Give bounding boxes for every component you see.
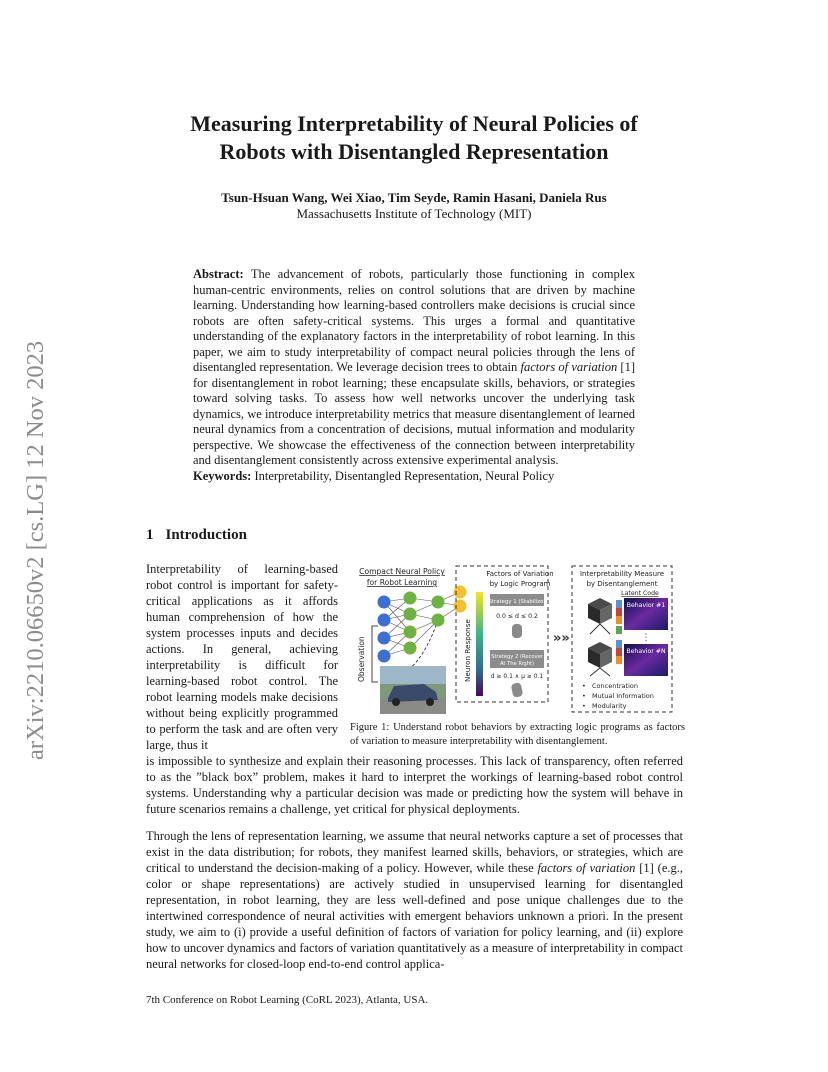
latent-code-strip	[616, 600, 622, 664]
keywords-label: Keywords:	[193, 468, 252, 483]
panel3-title-2: by Disentanglement	[586, 580, 658, 588]
input-node	[378, 614, 391, 627]
title-line-1: Measuring Interpretability of Neural Policies of	[190, 111, 638, 136]
latent-cube-icon	[588, 642, 612, 668]
ellipsis-icon: ⋮	[641, 633, 651, 643]
hidden-node	[432, 614, 445, 627]
network-nodes	[378, 586, 467, 663]
behavior1-label: Behavior #1	[626, 602, 666, 609]
bullet-mutual-information: Mutual Information	[592, 692, 654, 700]
latent-code-label: Latent Code	[621, 590, 659, 597]
arxiv-id: arXiv:2210.06650v2 [cs.LG] 12 Nov 2023	[22, 340, 49, 760]
strategy2-condition: d ≥ 0.1 ∧ μ ≥ 0.1	[490, 673, 544, 680]
panel2-title-1: Factors of Variation	[486, 570, 554, 578]
keywords	[193, 469, 635, 485]
authors: Tsun-Hsuan Wang, Wei Xiao, Tim Seyde, Ramin Hasani, Daniela Rus	[221, 190, 607, 205]
panel1-title-2: for Robot Learning	[366, 578, 438, 587]
panel2-title-2: by Logic Program	[489, 580, 551, 588]
affiliation: Massachusetts Institute of Technology (MIT)	[296, 206, 532, 221]
panel1-title-1: Compact Neural Policy	[359, 567, 445, 576]
observation-label: Observation	[357, 636, 366, 682]
arxiv-stamp	[22, 280, 62, 760]
bullet-concentration: Concentration	[592, 682, 638, 690]
svg-text:•: •	[582, 692, 586, 700]
title-line-2: Robots with Disentangled Representation	[219, 139, 609, 164]
strategy1-glyph	[512, 624, 522, 638]
abstract-italic: factors of variation	[520, 360, 618, 374]
para2-italic: factors of variation	[537, 861, 636, 875]
neuron-response-colorbar	[476, 592, 483, 696]
svg-text:•: •	[582, 702, 586, 710]
intro-paragraph-2	[146, 828, 683, 972]
strategy2-glyph	[511, 682, 524, 698]
bullet-modularity: Modularity	[592, 702, 627, 710]
section-number: 1	[146, 527, 154, 543]
intro-paragraph-left: Interpretability of learning-based robot control is important for safety-critical applications as it affords human comprehension of how the system processes inputs and decides actions. In general, achieving interpretability is difficult for learning-based robot control. The robot learning models make decisions without being explicitly programmed to perform the task and are often very large, thus it	[146, 562, 338, 752]
input-node	[378, 632, 391, 645]
abstract-text-1: The advancement of robots, particularly those functioning in complex human-centric environments, relies on control solutions that are driven by machine learning. Understanding how learning-based controllers make decisions is crucial since robots are often safety-critical systems. This urges a formal and quantitative understanding of the explanatory factors in the interpretability of robot learning. In this paper, we aim to study interpretability of compact neural policies through the lens of disentangled representation. We leverage decision trees to obtain	[193, 267, 635, 374]
section-title: Introduction	[165, 527, 247, 543]
neuron-response-label: Neuron Response	[463, 619, 472, 682]
network-edges	[384, 592, 460, 656]
input-node	[378, 650, 391, 663]
hidden-node	[404, 592, 417, 605]
figure-caption: Figure 1: Understand robot behaviors by extracting logic programs as factors of variation to measure interpretability with disentanglement.	[350, 722, 685, 747]
figure-1	[350, 562, 685, 720]
car-photo	[380, 666, 446, 714]
input-node	[378, 596, 391, 609]
svg-text:•: •	[582, 682, 586, 690]
section-heading	[146, 527, 247, 544]
abstract	[193, 267, 635, 484]
output-node	[454, 600, 467, 613]
conference-footer: 7th Conference on Robot Learning (CoRL 2023), Atlanta, USA.	[146, 994, 429, 1006]
strategy1-condition: 0.0 ≤ d ≤ 0.2	[496, 613, 538, 620]
panel3-title-1: Interpretability Measure	[579, 570, 665, 578]
latent-cube-icon	[588, 598, 612, 624]
paper-title	[140, 110, 688, 166]
observation-bracket	[372, 626, 378, 682]
strategy2-label-2: At The Right)	[499, 661, 535, 667]
para2-text-1: Through the lens of representation learning, we assume that neural networks capture a set of processes that exist in the data distribution; for robots, they manifest learned skills, behaviors, or strategies, which are critical to understand the decision-making of a policy. However, while these	[146, 829, 683, 875]
strategy1-label: Strategy 1 (Stabilize)	[488, 599, 546, 605]
intro-paragraph-full: is impossible to synthesize and explain their reasoning processes. This lack of transparency, often referred to as the ”black box” problem, makes it hard to interpret the workings of learning-based robot control systems. Understanding why a particular decision was made or predicting how the system will behave in future scenarios remains a challenge, yet critical for physical deployments.	[146, 754, 683, 816]
output-node	[454, 586, 467, 599]
strategy2-label-1: Strategy 2 (Recover	[491, 654, 543, 660]
behaviorN-label: Behavior #N	[626, 648, 666, 655]
hidden-node	[404, 626, 417, 639]
hidden-node	[404, 642, 417, 655]
keywords-text: Interpretability, Disentangled Representation, Neural Policy	[251, 468, 555, 483]
hidden-node	[432, 596, 445, 609]
hidden-node	[404, 608, 417, 621]
flow-arrow: »»	[553, 631, 570, 646]
abstract-label: Abstract:	[193, 267, 244, 281]
metric-bullets	[582, 682, 654, 710]
abstract-text-2: [1] for disentanglement in robot learning; these encapsulate skills, behaviors, or strategies toward solving tasks. To assess how well networks uncover the underlying task dynamics, we introduce interpretability metrics that measure disentanglement of learned neural dynamics from a concentration of decisions, mutual information and modularity perspective. We showcase the effectiveness of the connection between interpretability and disentanglement consistently across extensive experimental analysis.	[193, 360, 636, 467]
para2-text-2: [1] (e.g., color or shape representations) are actively studied in unsupervised learning for disentangled representation, in robot learning, they are less well-defined and pose unique challenges due to the intertwined correspondence of neural activities with emergent behaviors unknown a priori. In the present study, we aim to (i) provide a useful definition of factors of variation for policy learning, and (ii) explore how to uncover dynamics and factors of variation quantitatively as a measure of interpretability in compact neural networks for closed-loop end-to-end control applica-	[146, 861, 683, 971]
